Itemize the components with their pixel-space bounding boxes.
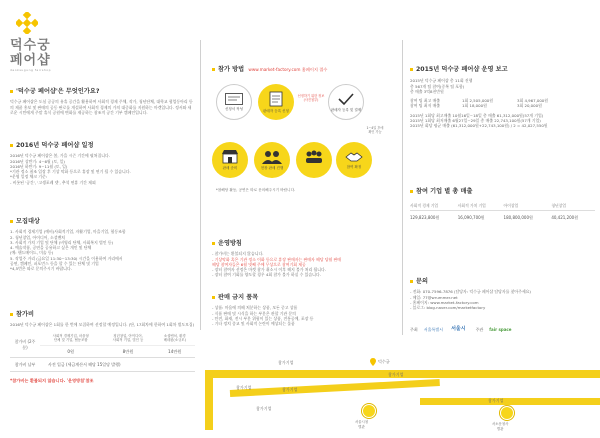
map-station-seosomun xyxy=(500,406,514,420)
fee-title: 참가비 xyxy=(10,311,195,319)
apply-title: 참가 방법 xyxy=(212,66,244,73)
sales-header-4: 청년창업 xyxy=(551,203,566,209)
sponsor-logo-seoul: 서울특별시 xyxy=(423,326,444,332)
contact-line: - 메일: 77@wrummer.net xyxy=(410,294,458,300)
fee-note: *참가비는 환불되지 않습니다. '운영방침'참조 xyxy=(10,377,94,383)
fee-value-3: 14만원 xyxy=(155,345,195,358)
fee-value-2: 8만원 xyxy=(101,345,154,358)
contact-line: - 홈페이지: www.market-factory.com xyxy=(410,299,479,305)
apply-url: www.market-factory.com 홈페이지 접수 xyxy=(248,67,328,72)
fee-header-3: 소셜벤처, 환경 베네핏(소규모) xyxy=(155,332,195,346)
step-5-label: 판매 준비 xyxy=(222,165,238,170)
step-5 xyxy=(212,142,248,178)
report-line: 총 567개 팀 참여(중복 팀 포함) xyxy=(410,83,465,89)
recruit-line: 공연, 캠페인, 퍼포먼스 등을 할 수 있는 단체 및 기업 xyxy=(10,260,99,266)
map-label-company-1: 참가기업 xyxy=(278,360,294,365)
policy-line: - 장터 참여 기회를 양도할 경우 4회 참가 불가 하실 수 있습니다. xyxy=(212,272,321,278)
apply-note: *참해당 활동, 공연은 따로 문의해주시기 바랍니다. xyxy=(216,188,296,192)
policy-list xyxy=(212,251,397,277)
recruit-line: 1. 사회적 경제기업 (예비)사회적기업, 자활기업, 마을기업, 협동조합 xyxy=(10,229,126,235)
schedule-line: - 비롯된 '공간', '고생포레 넷', 추석 연휴 기간 제외 xyxy=(10,179,96,185)
policy-line: 해당 참여자들은 6월 넷째 주에 무상으로 참여기회 제공 xyxy=(212,261,306,267)
map-label-deoksugung: 덕수궁 xyxy=(378,359,390,364)
map-label-city-annex: 서울시청 별관 xyxy=(355,420,369,429)
sales-title: 참여 기업 별 총 매출 xyxy=(410,188,595,196)
shop-icon xyxy=(221,150,239,164)
fee-text: 2016년 덕수궁 페어샵은 1회를 한 번에 모집하여 선정할 예정입니다. (단, 17회차에 한하여 1회차 별도모집) xyxy=(10,322,195,328)
document-icon xyxy=(269,91,283,107)
report-line: 총 매출 3억8천만원 xyxy=(410,88,444,94)
schedule-title: 2016년 덕수궁 페어샵 일정 xyxy=(10,142,195,150)
schedule-line: 2016년 상반기: 4~6월 (토, 일) xyxy=(10,158,65,164)
map-road-lower xyxy=(420,398,600,405)
stat-v1: 1회 18,000원 xyxy=(462,103,487,109)
sponsor-logo-city: 서울시 xyxy=(451,326,466,332)
schedule-line: 2016년 하반기: 9~11월 (토, 일) xyxy=(10,163,68,169)
map-label-company-4: 참가기업 xyxy=(282,387,298,392)
people-group-icon xyxy=(304,150,324,164)
contact-section xyxy=(410,278,595,310)
sales-table xyxy=(410,201,595,225)
recruit-line: 3. 사회적 가치 기업 및 단체 (비영리 단체, 사회복지 법인 등) xyxy=(10,239,114,245)
divider-left xyxy=(200,40,201,330)
report-title: 2015년 덕수궁 페어샵 운영 보고 xyxy=(410,66,595,74)
stats-list xyxy=(410,98,595,109)
step-2-label: 판매자 등록 신청 xyxy=(263,108,289,113)
ban-line: - 상품: 마음에 의해 처분하는 상품, 모든 중고 상품 xyxy=(212,305,298,311)
divider-right xyxy=(402,40,403,335)
map-station-seoul-annex xyxy=(362,404,376,418)
what-body: 덕수궁 페어샵은 도심 공공의 유휴 공간을 활용하여 사회적 경제 주체, 작가, 청년단체, 대학교 협업동아리 등의 제품 홍보 및 판매의 공동 판로를 개설하여 사회적 경제의 가치 대중화를 지원하는 마켓입니다. 정서와 새로운 시민에게 주말 휴식 공원에 변화를 제공하는 참조적 공간 기부 캠페인입니다. xyxy=(10,99,193,115)
what-title: '덕수궁 페어샵'은 무엇인가요? xyxy=(10,88,195,96)
policy-section xyxy=(212,240,397,278)
step-note-2: 1~4일 후에 확인 가능 xyxy=(366,126,384,135)
host-label: 주최 xyxy=(410,326,418,332)
sales-value-3: 180,800,000원 xyxy=(504,211,552,225)
recruit-title: 모집대상 xyxy=(10,218,195,226)
logo xyxy=(10,10,70,72)
sales-value-1: 129,823,800원 xyxy=(410,211,458,225)
ban-line: - 식품 판매 및 시식을 하는 부분은 관할 기관 문의 xyxy=(212,310,296,316)
stat-row xyxy=(410,103,595,108)
recruit-line: (예: 핸드메이드, 미술 등) xyxy=(10,250,54,256)
step-3 xyxy=(328,84,364,120)
ban-line: - 기타 정치 종교 및 사회적 논란이 예상되는 물품 xyxy=(212,321,295,327)
detail-line: 2015년 1회당 최고매출 10월16일~18일 총 매출 61,312,000원(57개 기업) xyxy=(410,112,544,118)
schedule-list xyxy=(10,153,195,185)
step-7 xyxy=(296,142,332,178)
step-4-label: 참여 확정 xyxy=(346,164,362,169)
fee-method-label: 참가비 납부 xyxy=(14,362,36,368)
recruit-section xyxy=(10,218,195,271)
ban-line: - 안전, 화재, 전시 부분 위험이 있는 상품, 전통공예, 포장 등 xyxy=(212,315,314,321)
stat-label: 참여 팀 최저 매출 xyxy=(410,103,441,109)
map-label-seosomun: 서소문청사 별관 xyxy=(492,422,509,431)
step-6-label: 현장 판매 진행 xyxy=(260,165,284,170)
recruit-list xyxy=(10,229,195,271)
sales-section xyxy=(410,188,595,225)
contact-title: 문의 xyxy=(410,278,595,286)
fee-value-1: 0원 xyxy=(40,345,101,358)
report-section xyxy=(410,66,595,128)
fee-header-2: 청년창업, 아이디어, 사회적 기업, 법인 등 xyxy=(101,332,154,346)
sales-value-4: 40,421,200원 xyxy=(551,211,595,225)
schedule-line: *운영 일정 체크 기준: xyxy=(10,174,48,180)
contact-line: - 전화: 070-7596-7876 (담당자: 덕수궁 페어샵 담당자를 찾아주세요) xyxy=(410,289,531,295)
schedule-section xyxy=(10,142,195,185)
step-1-label: 신청서 작성 xyxy=(224,106,244,111)
step-6 xyxy=(254,142,290,178)
stat-label: 참여 팀 최고 매출 xyxy=(410,98,441,104)
step-3-label: 판매자 등록 및 결제 xyxy=(330,107,362,112)
check-icon xyxy=(337,92,355,106)
pin-icon xyxy=(370,358,376,366)
apply-header xyxy=(212,66,392,74)
form-icon xyxy=(225,93,243,105)
detail-list xyxy=(410,113,595,129)
logo-icon xyxy=(16,12,38,34)
map-label-company-6: 참가기업 xyxy=(488,398,504,403)
recruit-line: 5. 작업주 거리 (금요일 11:30~13:30) 시간을 이용하여 거리에서 xyxy=(10,255,123,261)
sponsor-logo-fairspace: fair space xyxy=(489,326,512,332)
policy-line: - 장터 참여자 선정은 마켓 참가 취소시 이후 해지 불가 처리 됩니다. xyxy=(212,267,326,273)
map-area xyxy=(0,340,600,438)
sales-value-2: 16,090,700원 xyxy=(458,211,504,225)
step-note-1: 선정하기 위한 정보 (사진첨부) xyxy=(297,94,325,103)
stat-v2: 3회 20,000원 xyxy=(517,103,542,109)
step-4 xyxy=(336,142,372,178)
map-road-left xyxy=(205,370,213,430)
step-1 xyxy=(216,84,252,120)
org-label: 주관 xyxy=(475,326,484,332)
detail-line: 2015년 1회당 최저매출 6월27일~29일 총 매출 22,743,100원(57개 기업) xyxy=(410,117,541,123)
logo-name-2: 페어샵 xyxy=(10,53,51,68)
step-2 xyxy=(258,84,294,120)
people-icon xyxy=(262,150,282,164)
map-label-company-5: 참가기업 xyxy=(256,406,272,411)
recruit-line: 4. 예술작품, 공연을 공유하고 싶은 개인 및 단체 xyxy=(10,245,92,251)
what-section xyxy=(10,88,195,115)
contact-list xyxy=(410,289,595,310)
policy-line: - 참가비는 환불되지 않습니다. xyxy=(212,251,264,257)
logo-name: 덕수궁 xyxy=(10,38,51,53)
logo-subtitle: deoksugung fairshop xyxy=(10,68,52,72)
sales-header-2: 사회적 가치 기업 xyxy=(457,203,486,209)
policy-line: - 기상악화 혹은 기관 정소 이화 등으로 휴장 판매자는 판매자 해당 당월 판매 xyxy=(212,256,341,262)
schedule-line: 2016년 덕수궁 페어샵은 봄, 가을 시즌 기간에 펼쳐집니다. xyxy=(10,153,110,159)
sales-header-3: 아이창업 xyxy=(503,203,519,209)
fee-table-label: 참가비 (2주분) xyxy=(10,332,40,358)
map-road-diag xyxy=(230,379,440,397)
ban-section xyxy=(212,294,397,326)
detail-line: 2015년 회당 평균 매출 (61,312,000원+22,743,100원) / 2 = 42,027,550원 xyxy=(410,123,548,129)
recruit-line: 2. 청년창업, 아이디어, 소셜벤처 xyxy=(10,234,65,240)
report-line: 2015년 덕수궁 페어샵 총 11회 진행 xyxy=(410,78,473,84)
contact-line: - 블로그: blog.naver.com/marketfactory xyxy=(410,305,486,311)
ban-title: 판매 금지 품목 xyxy=(212,294,397,302)
report-list xyxy=(410,78,595,94)
map-label-company-2: 참가기업 xyxy=(388,372,404,377)
sponsor-row xyxy=(410,326,595,333)
fee-header-1: 사회적 경제기업, 마을형 단체 및 기업, 협동조합 xyxy=(40,332,101,346)
handshake-icon xyxy=(345,151,363,163)
fee-method-value: 사전 입금 (세금계산서 해당 15일당 발행) xyxy=(48,362,121,368)
stat-v2: 3회 4,967,000원 xyxy=(517,98,549,104)
map-label-company-3: 참가기업 xyxy=(236,385,252,390)
sales-header-1: 사회적 경제 기업 xyxy=(410,203,439,209)
stat-v1: 1회 2,505,000원 xyxy=(462,98,494,104)
ban-list xyxy=(212,305,397,326)
recruit-line: *4,5번은 따로 문의주시기 바랍니다. xyxy=(10,266,72,272)
schedule-line: *기관 정소 첨조 입장 후 기상 악화 등으로 휴장 및 연기 될 수 있습니다. xyxy=(10,169,131,175)
policy-title: 운영방침 xyxy=(212,240,397,248)
